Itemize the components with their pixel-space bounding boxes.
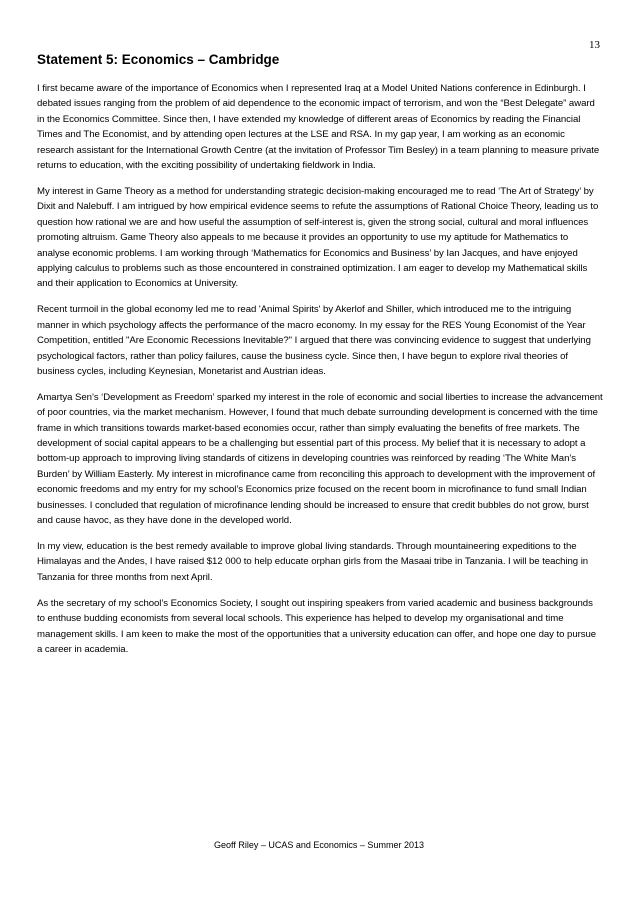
paragraph-5: In my view, education is the best remedy available to improve global living standards. Through mountaineering expeditions to the Himalayas and the Andes, I have raised $12 000 to help educate orphan girls from the Masaai tribe in Tanzania. I will be teaching in Tanzania for three months from next April. xyxy=(37,540,589,583)
statement-body xyxy=(37,81,603,668)
page-footer: Geoff Riley – UCAS and Economics – Summer 2013 xyxy=(214,840,424,850)
paragraph-4: Amartya Sen’s ‘Development as Freedom’ sparked my interest in the role of economic and social liberties to increase the advancement of poor countries, via the market mechanism. However, I found that much debate surrounding development is concerned with the time frame in which transitions towards market-based economies occur, rather than simply evaluating the benefits of free markets. The development of social capital appears to be a challenging but essential part of this process. My belief that it is necessary to adopt a bottom-up approach to improving living standards of citizens in developing countries was reinforced by reading ‘The White Man’s Burden’ by William Easterly. My interest in microfinance came from reconciling this approach to development with the improvement of economic freedoms and my entry for my school’s Economics prize focused on the recent boom in microfinance to fund small Indian businesses. I concluded that regulation of microfinance lending should be increased to ensure that credit bubbles do not grow, burst and cause havoc, as they have done in the developed world. xyxy=(37,391,603,527)
paragraph-6: As the secretary of my school’s Economics Society, I sought out inspiring speakers from varied academic and business backgrounds to enthuse budding economists from several local schools. This experience has helped to develop my organisational and time management skills. I am keen to make the most of the opportunities that a university education can offer, and hope one day to pursue a career in academia. xyxy=(37,597,597,655)
page-number: 13 xyxy=(589,39,600,51)
paragraph-2: My interest in Game Theory as a method for understanding strategic decision-making encouraged me to read ‘The Art of Strategy’ by Dixit and Nalebuff. I am intrigued by how empirical evidence seems to refute the assumptions of Rational Choice Theory, leading us to question how rational we are and how useful the assumption of self-interest is, given the strong social, cultural and moral influences promoting altruism. Game Theory also appeals to me because it provides an opportunity to use my aptitude for Mathematics to analyse economic problems. I am working through ‘Mathematics for Economics and Business’ by Ian Jacques, and have enjoyed applying calculus to problems such as those encountered in constrained optimization. I am eager to develop my Mathematical skills and their application to Economics at University. xyxy=(37,185,599,290)
page-title: Statement 5: Economics – Cambridge xyxy=(37,52,280,67)
paragraph-3: Recent turmoil in the global economy led me to read 'Animal Spirits' by Akerlof and Shiller, which introduced me to the intriguing manner in which psychology affects the performance of the macro economy. In my essay for the RES Young Economist of the Year Competition, entitled "Are Economic Recessions Inevitable?" I argued that there was convincing evidence to suggest that underlying psychological factors, rather than policy failures, cause the business cycle. Since then, I have begun to explore rival theories of business cycles, including Keynesian, Monetarist and Austrian ideas. xyxy=(37,304,591,377)
paragraph-1: I first became aware of the importance of Economics when I represented Iraq at a Model United Nations conference in Edinburgh. I debated issues ranging from the problem of aid dependence to the economic impact of terrorism, and won the “Best Delegate” award in the Economics Committee. Since then, I have extended my knowledge of different areas of Economics by reading the Financial Times and The Economist, and by attending open lectures at the LSE and RSA. In my gap year, I am working as an economic research assistant for the International Growth Centre (at the invitation of Professor Tim Besley) in a team planning to measure private returns to education, with the exciting possibility of undertaking fieldwork in India. xyxy=(37,83,600,172)
